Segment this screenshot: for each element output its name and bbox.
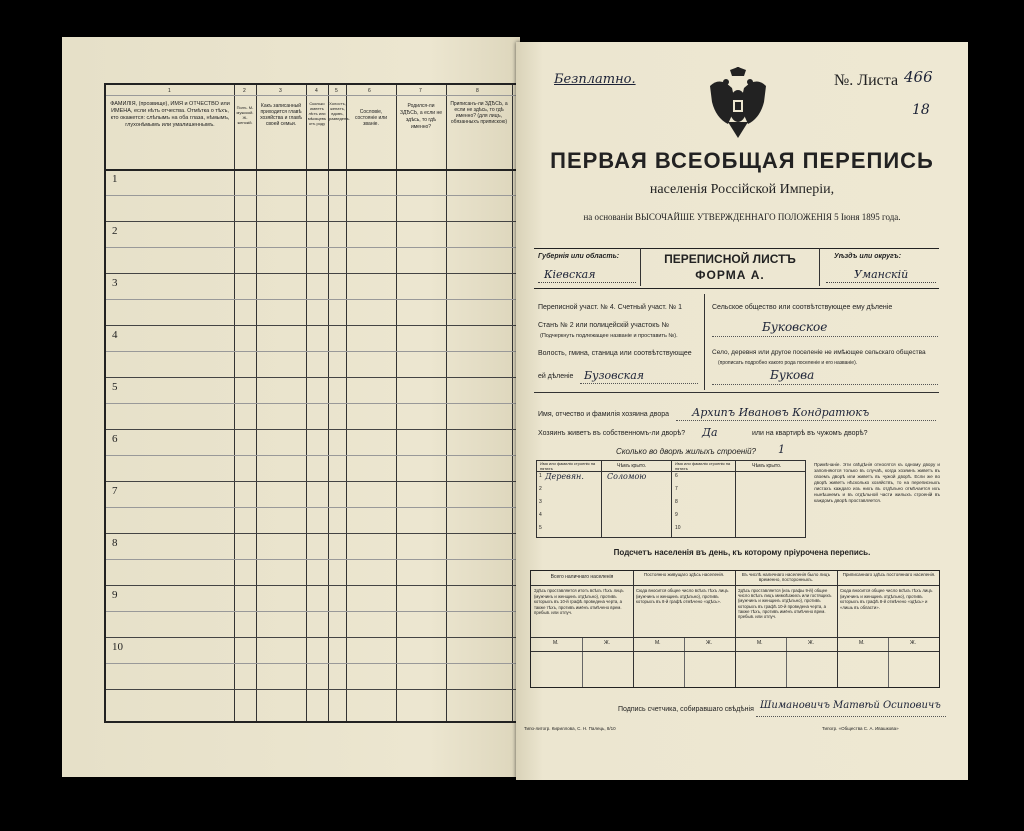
- province-value: Кіевская: [544, 268, 596, 281]
- column-header-name: ФАМИЛІЯ, (прозвище), ИМЯ и ОТЧЕСТВО или ИМЕНА, если нѣтъ отчества. Отмѣтка о тѣхъ, кто окажется: слѣпымъ на оба глаза, нѣмымъ, глухонѣмымъ или умалишеннымъ.: [110, 101, 230, 128]
- row-number: 4: [112, 329, 118, 341]
- bld-num: 4: [539, 512, 542, 518]
- buildings-label: Сколько во дворѣ жилыхъ строеній?: [616, 447, 756, 456]
- signature-label: Подпись счетчика, собиравшаго свѣдѣнія: [618, 706, 754, 713]
- footer-right: Типогр. «Общества С. А. Ивашкова»: [822, 726, 899, 731]
- buildings-table: [536, 460, 806, 538]
- bld-num: 9: [675, 512, 678, 518]
- volost-label: Волость, гмина, станица или соотвѣтствующее: [538, 350, 692, 357]
- bld-num: 2: [539, 486, 542, 492]
- row-number: 5: [112, 381, 118, 393]
- male-label: М.: [655, 640, 661, 646]
- document-title: ПЕРВАЯ ВСЕОБЩАЯ ПЕРЕПИСЬ: [550, 148, 934, 173]
- bld-col-header: Имя или фамилія строенія на пятихъ: [540, 461, 596, 471]
- sheet-number: 466: [904, 68, 933, 86]
- count-desc: Сюда вносится общее число всѣхъ тѣхъ лицъ (мужчинъ и женщинъ отдѣльно), противъ которыхъ въ 8-й графѣ отмѣчено «здѣсь».: [636, 588, 729, 605]
- column-header-relation: Какъ записанный приходится главѣ хозяйства и главѣ своей семьи.: [260, 103, 302, 127]
- village-note: (прописать подробно какого рода поселеніе и его названіе).: [718, 360, 858, 366]
- village-value: Букова: [770, 368, 815, 382]
- female-label: Ж.: [808, 640, 815, 646]
- owner-value: Архипъ Ивановъ Кондратюкъ: [692, 406, 870, 419]
- buildings-value: 1: [778, 443, 785, 456]
- right-page: [516, 42, 968, 780]
- left-page: [62, 37, 520, 777]
- province-label: Губернія или область:: [538, 253, 620, 260]
- basis-line: на основаніи ВЫСОЧАЙШЕ УТВЕРЖДЕННАГО ПОЛОЖЕНІЯ 5 Іюня 1895 года.: [583, 212, 901, 222]
- sheet-label: №. Листа: [834, 72, 899, 89]
- column-number: 7: [419, 88, 422, 94]
- row-number: 9: [112, 589, 118, 601]
- bld-col-header: Чѣмъ крыто.: [617, 463, 647, 469]
- row-number: 6: [112, 433, 118, 445]
- female-label: Ж.: [604, 640, 611, 646]
- bld-num: 5: [539, 525, 542, 531]
- household-table: [104, 83, 518, 723]
- census-section: Переписной участ. № 4. Счетный участ. № 1: [538, 304, 683, 311]
- count-desc: Сюда вносится общее число всѣхъ тѣхъ лицъ (мужчинъ и женщинъ отдѣльно), противъ которыхъ въ графѣ 8-й отмѣчено «здѣсь» и «лишь въ области».: [840, 588, 933, 610]
- document-subtitle: населенія Россійской Имперіи,: [649, 182, 835, 197]
- signature-value: Шимановичъ Матвѣй Осиповичъ: [760, 700, 941, 711]
- male-label: М.: [757, 640, 763, 646]
- bld-num: 7: [675, 486, 678, 492]
- form-subtitle: ФОРМА А.: [695, 268, 765, 282]
- column-header-marital: Холостъ, женатъ, вдовъ, разведенъ.: [329, 101, 350, 121]
- male-label: М.: [859, 640, 865, 646]
- column-header-age: Сколько имеетъ лѣтъ или мѣсяцевъ отъ роду: [307, 101, 327, 126]
- row-number: 8: [112, 537, 118, 549]
- footer-left: Типо-литогр. Кириллова, С. Н. Палець, 8/10: [524, 726, 616, 731]
- lives-label: Хозяинъ живетъ въ собственномъ-ли дворѣ?: [538, 430, 686, 437]
- volost-value: Бузовская: [584, 369, 645, 382]
- bld-entry: Деревян.: [545, 472, 584, 481]
- female-label: Ж.: [910, 640, 917, 646]
- bld-entry: Соломою: [607, 472, 647, 481]
- form-title: ПЕРЕПИСНОЙ ЛИСТЪ: [664, 252, 796, 266]
- row-number: 7: [112, 485, 118, 497]
- column-header-registration: Приписанъ-ли ЗДѢСЬ, а если не здѣсь, то гдѣ именно? (для лицъ, обязанныхъ припискою): [450, 101, 508, 125]
- count-header: Постоянно живущаго здѣсь населенія.: [643, 572, 725, 577]
- society-value: Буковское: [762, 320, 828, 334]
- female-label: Ж.: [706, 640, 713, 646]
- bld-num: 6: [675, 473, 678, 479]
- lives-value: Да: [702, 426, 718, 439]
- owner-label: Имя, отчество и фамилія хозяина двора: [538, 411, 670, 418]
- count-header: Всего наличнаго населенія: [550, 574, 614, 580]
- district-value: Уманскій: [854, 268, 909, 281]
- row-number: 1: [112, 173, 118, 185]
- count-header: Въ числѣ наличнаго населенія было лицъ временно, посторонныхъ.: [741, 572, 831, 582]
- free-label: Безплатно.: [554, 72, 636, 87]
- bld-col-header: Имя или фамилія строенія на пятихъ: [675, 461, 731, 471]
- population-count-table: [530, 570, 940, 688]
- count-desc: Здѣсь проставляется итогъ всѣхъ тѣхъ лицъ (мужчинъ и женщинъ отдѣльно), противъ которыхъ въ 10-й графѣ проведена черта, а также тѣхъ, противъ имёнъ отмѣчено врем. пребыв. или отлуч.: [534, 588, 624, 616]
- bld-num: 1: [539, 473, 542, 479]
- row-number: 2: [112, 225, 118, 237]
- rent-label: или на квартирѣ въ чужомъ дворѣ?: [752, 430, 868, 437]
- stan-line: Станъ № 2 или полицейскій участокъ №: [538, 322, 670, 329]
- bld-num: 8: [675, 499, 678, 505]
- society-label: Сельское общество или соотвѣтствующее ему дѣленіе: [712, 304, 893, 311]
- count-title: Подсчетъ населенія въ день, къ которому пріурочена перепись.: [613, 548, 871, 557]
- stan-note: (Подчеркнуть подлежащее названіе и проставить №).: [540, 333, 678, 339]
- imperial-eagle-icon: [706, 66, 770, 142]
- column-number: 3: [279, 88, 282, 94]
- count-header: Приписаннаго здѣсь постояннаго населенія.: [842, 572, 936, 577]
- column-number: 6: [368, 88, 371, 94]
- column-header-birthplace: Родился-ли ЗДѢСЬ, а если не здѣсь, то гдѣ именно?: [399, 103, 443, 130]
- bld-num: 3: [539, 499, 542, 505]
- column-header-estate: Сословіе, состояніе или званіе.: [354, 109, 388, 127]
- row-number: 10: [112, 641, 123, 653]
- column-number: 5: [335, 88, 338, 94]
- volost-label-2: ей дѣленіе: [538, 373, 574, 380]
- count-desc: Здѣсь проставляется (изъ графы 9-й) общее число всѣхъ лицъ мимоѣзжихъ или гостящихъ (мужчинъ и женщинъ отдѣльно), противъ которыхъ въ графѣ 10-й проведена черта, а также тѣхъ, противъ имёнъ отмѣчено врем. пребыв. или отлуч.: [738, 588, 832, 620]
- row-number: 3: [112, 277, 118, 289]
- column-number: 1: [168, 88, 171, 94]
- male-label: М.: [553, 640, 559, 646]
- district-label: Уѣздъ или округъ:: [834, 253, 902, 260]
- column-number: 8: [476, 88, 479, 94]
- column-number: 2: [243, 88, 246, 94]
- bld-num: 10: [675, 525, 681, 531]
- bld-col-header: Чѣмъ крыто.: [752, 463, 782, 469]
- note-text: Примѣчаніе. Эти свѣдѣнія относятся къ одному двору и заполняются только въ случаѣ, когда хозяинъ живетъ въ своемъ дворѣ или живетъ въ чужой дворѣ. Если же во дворѣ живетъ нѣсколько хозяйствъ, то на переписныхъ листахъ каждаго изъ нихъ въ отдѣльно отмѣчается ихъ нынѣшнемъ и въ отдѣльной части жилыхъ строеній въ каждомъ дворѣ проставляется.: [814, 462, 940, 503]
- column-header-sex: Полъ. М-мужской. Ж-женскій.: [236, 105, 254, 125]
- page-number: 18: [912, 102, 930, 118]
- village-label: Село, деревня или другое поселеніе не имѣющее сельскаго общества: [712, 349, 926, 356]
- column-number: 4: [315, 88, 318, 94]
